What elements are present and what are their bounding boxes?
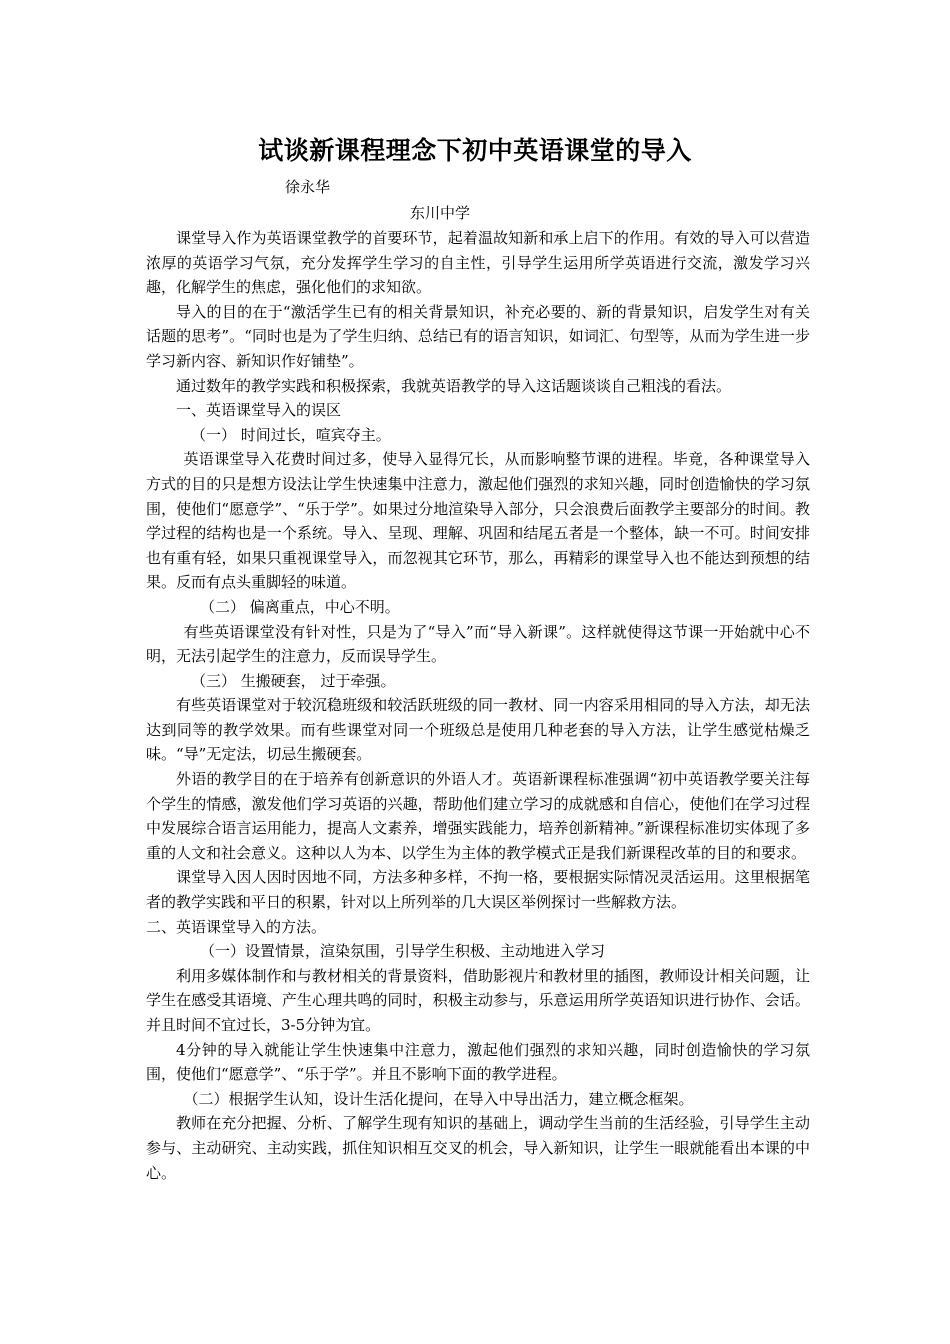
section-heading: 二、英语课堂导入的方法。 <box>146 917 327 936</box>
author-name: 徐永华 <box>285 178 331 196</box>
document-title: 试谈新课程理念下初中英语课堂的导入 <box>258 136 692 165</box>
paragraph: 教师在充分把握、分析、了解学生现有知识的基础上，调动学生当前的生活经验，引导学生主动参与、主动研究、主动实践，抓住知识相互交叉的机会，导入新知识，让学生一眼就能看出本课的中心。 <box>146 1114 810 1182</box>
paragraph: 通过数年的教学实践和积极探索，我就英语教学的导入这话题谈谈自己粗浅的看法。 <box>176 376 732 395</box>
paragraph: 课堂导入因人因时因地不同，方法多种多样，不拘一格，要根据实际情况灵活运用。这里根据笔者的教学实践和平日的积累，针对以上所列举的几大误区举例探讨一些解救方法。 <box>146 868 810 912</box>
subsection-heading: （二） 偏离重点，中心不明。 <box>200 597 400 616</box>
paragraph: 外语的教学目的在于培养有创新意识的外语人才。英语新课程标准强调“初中英语教学要关注每个学生的情感，激发他们学习英语的兴趣，帮助他们建立学习的成就感和自信心，使他们在学习过程中发展综合语言运用能力，提高人文素养，增强实践能力，培养创新精神。”新课程标准切实体现了多重的人文和社会意义。这种以人为本、以学生为主体的教学模式正是我们新课程改革的目的和要求。 <box>146 770 810 862</box>
paragraph: 导入的目的在于“激活学生已有的相关背景知识，补充必要的、新的背景知识，启发学生对有关话题的思考”。“同时也是为了学生归纳、总结已有的语言知识，如词汇、句型等，从而为学生进一步学习新内容、新知识作好铺垫”。 <box>146 302 810 370</box>
document-body <box>146 226 810 1185</box>
paragraph: 有些英语课堂对于较沉稳班级和较活跃班级的同一教材、同一内容采用相同的导入方法，却无法达到同等的教学效果。而有些课堂对同一个班级总是使用几种老套的导入方法，让学生感觉枯燥乏味。“导”无定法，切忌生搬硬套。 <box>146 696 810 764</box>
subsection-heading: （一）设置情景，渲染氛围，引导学生积极、主动地进入学习 <box>200 942 606 961</box>
paragraph: 利用多媒体制作和与教材相关的背景资料，借助影视片和教材里的插图，教师设计相关问题，让学生在感受其语境、产生心理共鸣的同时，积极主动参与，乐意运用所学英语知识进行协作、会话。并且时间不宜过长，3-5分钟为宜。 <box>146 966 810 1034</box>
paragraph: 课堂导入作为英语课堂教学的首要环节，起着温故知新和承上启下的作用。有效的导入可以营造浓厚的英语学习气氛，充分发挥学生学习的自主性，引导学生运用所学英语进行交流，激发学习兴趣，化解学生的焦虑，强化他们的求知欲。 <box>146 229 810 297</box>
subsection-heading: （三） 生搬硬套， 过于牵强。 <box>191 671 396 690</box>
section-heading: 一、英语课堂导入的误区 <box>176 401 342 420</box>
paragraph: 英语课堂导入花费时间过多，使导入显得冗长，从而影响整节课的进程。毕竟，各种课堂导入方式的目的只是想方设法让学生快速集中注意力，激起他们强烈的求知兴趣，同时创造愉快的学习氛围，使他们“愿意学”、“乐于学”。如果过分地渲染导入部分，只会浪费后面教学主要部分的时间。教学过程的结构也是一个系统。导入、呈现、理解、巩固和结尾五者是一个整体，缺一不可。时间安排也有重有轻，如果只重视课堂导入，而忽视其它环节，那么，再精彩的课堂导入也不能达到预想的结果。反而有点头重脚轻的味道。 <box>146 450 810 592</box>
school-name: 东川中学 <box>410 204 471 222</box>
subsection-heading: （二）根据学生认知，设计生活化提问，在导入中导出活力，建立概念框架。 <box>183 1089 694 1108</box>
paragraph: 有些英语课堂没有针对性，只是为了“导入”而“导入新课”。这样就使得这节课一开始就中心不明，无法引起学生的注意力，反而误导学生。 <box>146 622 810 666</box>
subsection-heading: （一） 时间过长，喧宾夺主。 <box>191 425 391 444</box>
paragraph: 4分钟的导入就能让学生快速集中注意力，激起他们强烈的求知兴趣，同时创造愉快的学习氛围，使他们“愿意学”、“乐于学”。并且不影响下面的教学进程。 <box>146 1040 810 1084</box>
